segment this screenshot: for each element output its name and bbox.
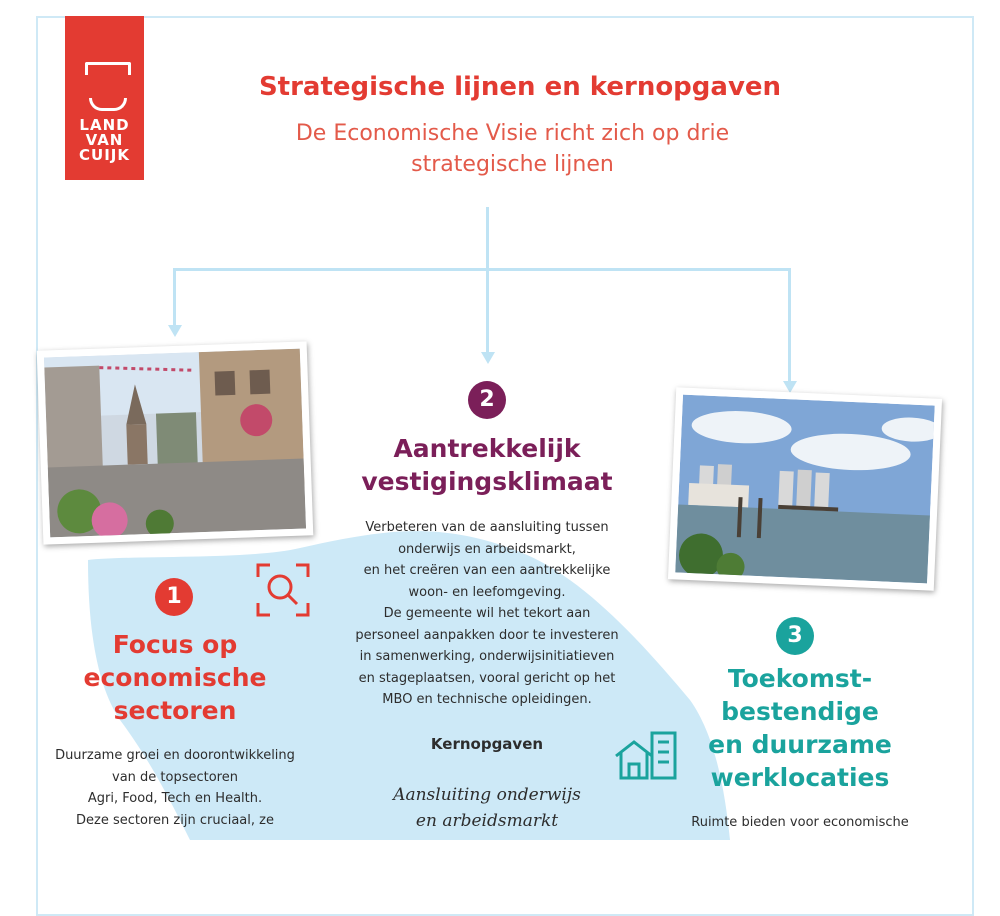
line-3-heading: Toekomst- bestendige en duurzame werklocaties: [708, 664, 892, 792]
line-3-number-badge: 3: [776, 617, 814, 655]
photo-shopping-street: [37, 341, 314, 544]
connector-horizontal: [173, 268, 791, 271]
page-subtitle: De Economische Visie richt zich op drie strategische lijnen: [295, 121, 730, 177]
line-1-body: Duurzame groei en doorontwikkeling van de topsectoren Agri, Food, Tech en Health. Deze sectoren zijn cruciaal, ze: [55, 748, 295, 828]
line-1-heading: Focus op economische sectoren: [83, 630, 267, 725]
line-2-number-badge: 2: [468, 381, 506, 419]
connector-right-drop: [788, 268, 791, 382]
photo-industrial-riverside: [668, 387, 942, 590]
page-title: Strategische lijnen en kernopgaven: [258, 72, 782, 102]
line-1-number-badge: 1: [155, 578, 193, 616]
logo-wordmark: LAND VAN CUIJK: [79, 116, 130, 164]
line-2-heading: Aantrekkelijk vestigingsklimaat: [361, 434, 613, 496]
connector-trunk: [486, 207, 489, 352]
arrow-down-icon: [481, 352, 495, 364]
magnifier-frame-icon: [256, 563, 310, 617]
arrow-down-icon: [168, 325, 182, 337]
buildings-icon: [614, 730, 678, 780]
logo-bracket-icon: [85, 62, 131, 75]
connector-left-drop: [173, 268, 176, 326]
line-2-body: Verbeteren van de aansluiting tussen onderwijs en arbeidsmarkt, en het creëren van een aantrekkelijke woon- en leefomgeving. De gemeente wil het tekort aan personeel aanpakken door te investeren in samenwerking, onderwijsinitiatieven en stageplaatsen, vooral gericht op het MBO en technische opleidingen.: [355, 520, 619, 707]
kernopgaven-item: Aansluiting onderwijs en arbeidsmarkt: [393, 785, 581, 831]
kernopgaven-label: Kernopgaven: [430, 735, 544, 753]
brand-logo: [65, 16, 144, 180]
line-3-body: Ruimte bieden voor economische: [691, 815, 909, 830]
logo-smile-icon: [89, 98, 127, 111]
